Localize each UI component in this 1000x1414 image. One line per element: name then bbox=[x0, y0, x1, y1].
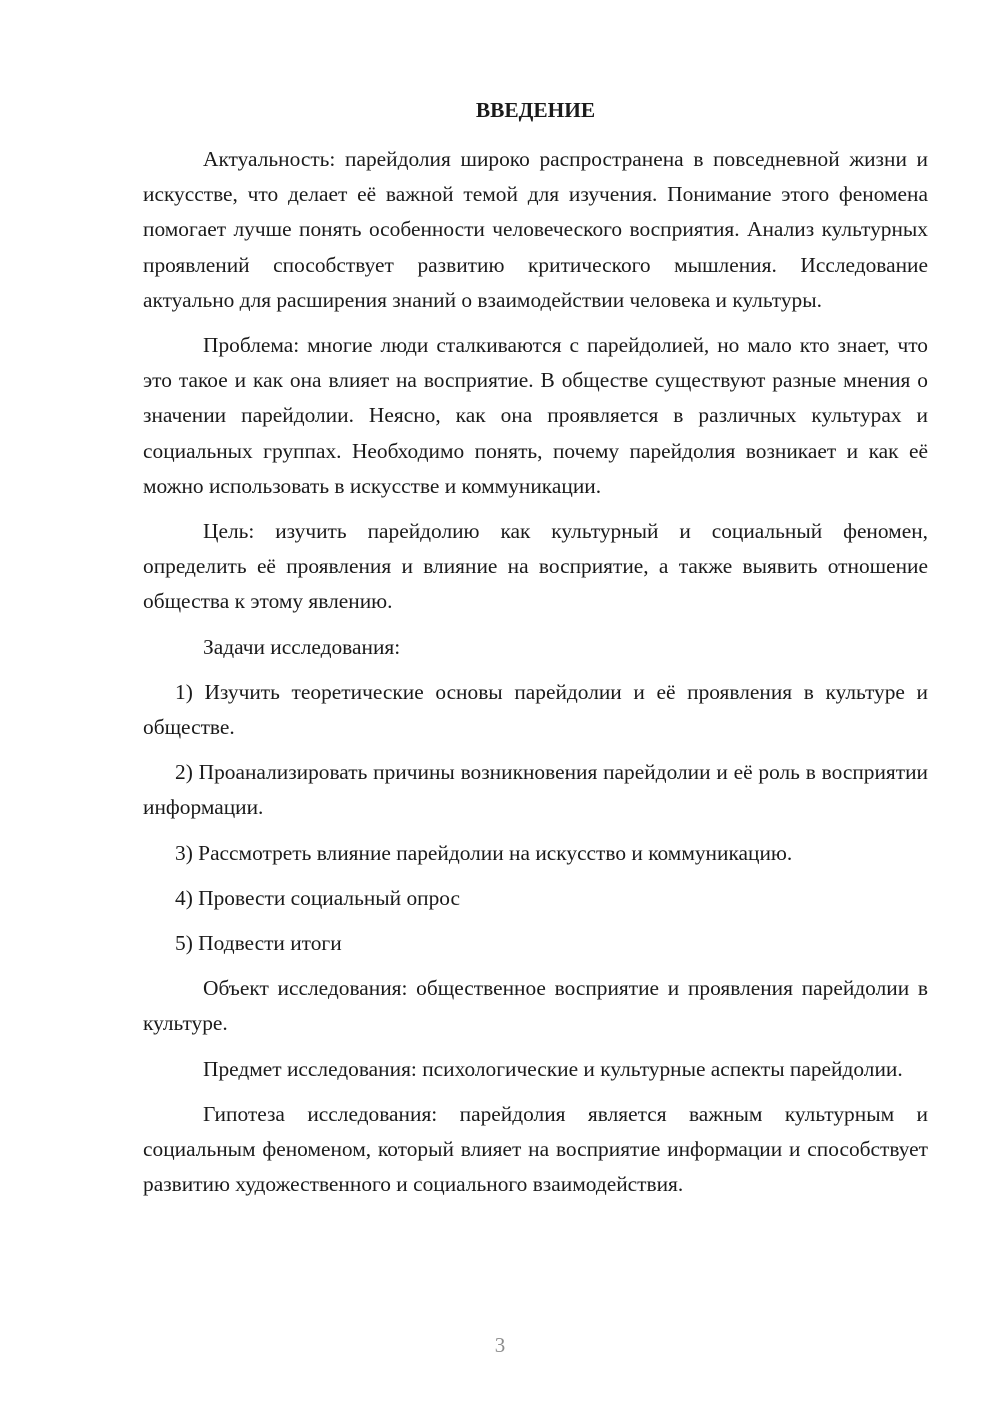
page-number: 3 bbox=[494, 1333, 506, 1357]
paragraph-subject: Предмет исследования: психологические и культурные аспекты парейдолии. bbox=[203, 1056, 903, 1081]
paragraph-tasks-heading: Задачи исследования: bbox=[203, 634, 401, 659]
section-title: ВВЕДЕНИЕ bbox=[475, 98, 596, 122]
task-item-4: 4) Провести социальный опрос bbox=[175, 885, 461, 910]
task-item-2: 2) Проанализировать причины возникновения парейдолии и её роль в восприятии информации. bbox=[143, 760, 928, 820]
task-item-5: 5) Подвести итоги bbox=[175, 931, 342, 956]
paragraph-object: Объект исследования: общественное восприятие и проявления парейдолии в культуре. bbox=[143, 976, 928, 1036]
task-item-1: 1) Изучить теоретические основы парейдолии и её проявления в культуре и обществе. bbox=[143, 679, 928, 740]
document-page bbox=[143, 92, 928, 1212]
paragraph-problem: Проблема: многие люди сталкиваются с парейдолией, но мало кто знает, что это такое и как она влияет на восприятие. В обществе существуют разные мнения о значении парейдолии. Неясно, как она проявляется в различных культурах и социальных группах. Необходимо понять, почему парейдолия возникает и как её можно использовать в искусстве и коммуникации. bbox=[143, 333, 928, 498]
paragraph-relevance: Актуальность: парейдолия широко распространена в повседневной жизни и искусстве, что делает её важной темой для изучения. Понимание этого феномена помогает лучше понять особенности человеческого восприятия. Анализ культурных проявлений способствует развитию критического мышления. Исследование актуально для расширения знаний о взаимодействии человека и культуры. bbox=[143, 147, 928, 312]
task-item-3: 3) Рассмотреть влияние парейдолии на искусство и коммуникацию. bbox=[175, 840, 793, 865]
paragraph-goal: Цель: изучить парейдолию как культурный и социальный феномен, определить её проявления и влияние на восприятие, а также выявить отношение общества к этому явлению. bbox=[143, 519, 928, 614]
paragraph-hypothesis: Гипотеза исследования: парейдолия является важным культурным и социальным феноменом, который влияет на восприятие информации и способствует развитию художественного и социального взаимодействия. bbox=[143, 1101, 928, 1197]
